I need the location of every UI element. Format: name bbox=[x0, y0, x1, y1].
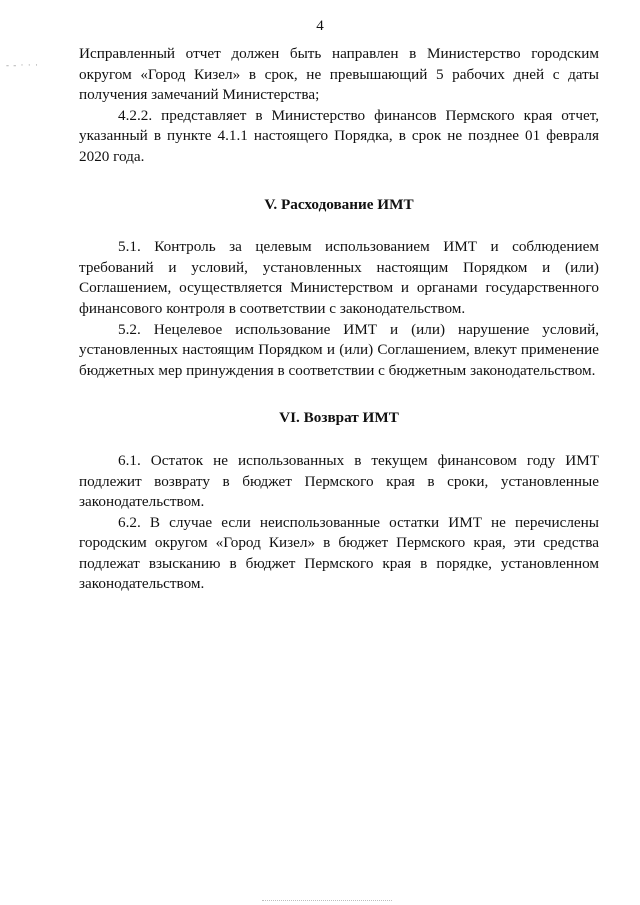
paragraph-6-1: 6.1. Остаток не использованных в текущем финансовом году ИМТ подлежит возврату в бюджет Пермского края в сроки, установленные законодательством. bbox=[79, 451, 599, 511]
document-body bbox=[79, 44, 599, 595]
paragraph-4-2-2: 4.2.2. представляет в Министерство финансов Пермского края отчет, указанный в пункте 4.1.1 настоящего Порядка, в срок не позднее 01 февраля 2020 года. bbox=[79, 106, 599, 165]
paragraph-5-1: 5.1. Контроль за целевым использованием ИМТ и соблюдением требований и условий, установленных настоящим Порядком и (или) Соглашением, осуществляется Министерством и органами государственного финансового контроля в соответствии с законодательством. bbox=[79, 238, 599, 317]
page-number: 4 bbox=[316, 18, 324, 34]
section-heading-5: V. Расходование ИМТ bbox=[264, 195, 414, 213]
paragraph-continuation: Исправленный отчет должен быть направлен в Министерство городским округом «Город Кизел» в срок, не превышающий 5 рабочих дней с даты получения замечаний Министерства; bbox=[79, 45, 599, 104]
paragraph-6-2: 6.2. В случае если неиспользованные остатки ИМТ не перечислены городским округом «Город Кизел» в бюджет Пермского края, эти средства подлежат взысканию в бюджет Пермского края в порядке, установленном законодательством. bbox=[79, 513, 599, 593]
section-heading-6: VI. Возврат ИМТ bbox=[279, 409, 399, 427]
margin-marks: - - · · · bbox=[6, 60, 39, 70]
paragraph-5-2: 5.2. Нецелевое использование ИМТ и (или) нарушение условий, установленных настоящим Порядком и (или) Соглашением, влекут применение бюджетных мер принуждения в соответствии с бюджетным законодательством. bbox=[79, 320, 599, 379]
footer-scan-marks bbox=[262, 900, 392, 903]
